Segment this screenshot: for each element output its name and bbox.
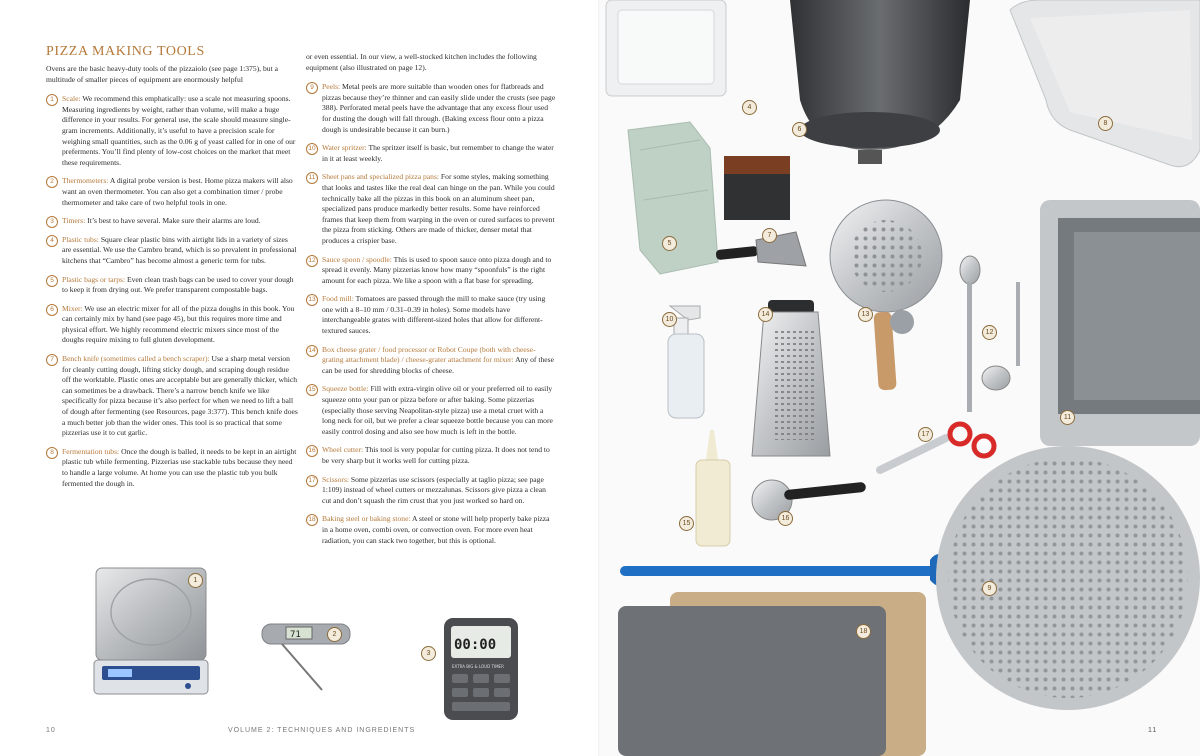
food-mill <box>830 200 942 391</box>
thermometer-photo <box>256 618 356 694</box>
tool-entry <box>306 475 556 507</box>
plastic-bag <box>628 122 718 274</box>
callout-13: 13 <box>858 307 873 322</box>
entry-term: Wheel cutter: <box>322 445 364 455</box>
entry-term: Peels: <box>322 82 341 92</box>
entry-number-badge: 12 <box>306 255 318 267</box>
timer-brand-label: EXTRA BIG & LOUD TIMER <box>452 664 504 669</box>
callout-10: 10 <box>662 312 677 327</box>
entry-number-badge: 9 <box>306 82 318 94</box>
entry-description: Tomatoes are passed through the mill to make sauce (try using one with a 8–10 mm / 0.31–0.39 in holes). Some models have interchangeable grates with different-sized holes that allow for different-textured sauces. <box>322 294 546 336</box>
callout-14: 14 <box>758 307 773 322</box>
callout-18: 18 <box>856 624 871 639</box>
mixer <box>790 0 970 164</box>
tool-entry <box>306 445 556 466</box>
entry-number-badge: 16 <box>306 445 318 457</box>
page-number-left: 10 <box>46 727 56 734</box>
entry-number-badge: 2 <box>46 176 58 188</box>
wheel-cutter <box>752 480 866 520</box>
entry-number-badge: 7 <box>46 354 58 366</box>
entry-number-badge: 18 <box>306 514 318 526</box>
entry-number-badge: 8 <box>46 447 58 459</box>
entry-description: A steel or stone will help properly bake pizza in a home oven, combi oven, or convection oven. For more even heat radiation, you can stack two together, but this is optional. <box>322 514 550 545</box>
entry-term: Box cheese grater / food processor or Robot Coupe (both with cheese-grating attachment blade) / cheese-grater attachment for mixer: <box>322 344 536 365</box>
tool-entry <box>46 235 298 267</box>
callout-16: 16 <box>778 511 793 526</box>
entry-number-badge: 6 <box>46 304 58 316</box>
fermentation-tub <box>1010 0 1200 167</box>
entry-description: For some styles, making something that looks and tastes like the real deal can hinge on the pan. While you could technically bake all the pizzas in this book on an aluminum sheet pan, specialized pans produce markedly better results. Some have reinforced frames that keep them from warping in the oven or cured surfaces to prevent the pizza from sticking. Others are made of thicker, denser metal that produces a crispier base. <box>322 172 555 245</box>
box-grater <box>752 300 830 456</box>
entry-description: Any of these can be used for shredding blocks of cheese. <box>322 355 554 375</box>
thermometer-readout: 71 <box>290 630 301 640</box>
plastic-tub <box>606 0 726 96</box>
entry-term: Sheet pans and specialized pizza pans: <box>322 172 440 182</box>
tool-entry <box>46 176 298 208</box>
timer-readout: 00:00 <box>454 637 497 653</box>
entry-description: Metal peels are more suitable than wooden ones for flatbreads and pizzas because they’re thinner and can easily slide under the crusts (see page 388). Perforated metal peels have the advantage that any excess flour used for dusting the dough will fall through. (Baking excess flour onto a pizza dough is undesirable because it can burn.) <box>322 82 556 134</box>
entry-description: We recommend this emphatically: use a scale not measuring spoons. Measuring ingredients by weight, rather than volume, will make a huge difference in your results. For general use, the scale should measure single-gram increments. Additionally, it’s useful to have a precision scale for weighing small quantities, such as the 0.06 g of yeast called for in one of our preferments. You’ll find plenty of low-cost choices on the market that meet these requirements. <box>62 94 296 167</box>
squeeze-bottle <box>696 430 730 546</box>
timer-photo <box>442 616 520 722</box>
entry-term: Bench knife (sometimes called a bench scraper): <box>62 354 210 364</box>
callout-12: 12 <box>982 325 997 340</box>
tool-entry <box>46 354 298 439</box>
tool-entry <box>46 216 298 227</box>
tool-entry <box>306 345 556 377</box>
baking-steel <box>618 606 886 756</box>
entry-term: Food mill: <box>322 294 354 304</box>
entry-number-badge: 14 <box>306 345 318 357</box>
entry-term: Timers: <box>62 216 86 226</box>
tool-entry <box>306 255 556 287</box>
tool-entry <box>306 172 556 246</box>
pizza-scissors <box>880 424 994 470</box>
entry-number-badge: 5 <box>46 275 58 287</box>
tool-entry <box>46 94 298 168</box>
entry-description: Square clear plastic bins with airtight lids in a variety of sizes are essential. We use the Cambro brand, which is so prevalent in professional kitchens that “Cambro” has become almost a generic term for tubs. <box>62 234 297 265</box>
tool-list-2 <box>306 82 556 546</box>
entry-description: Some pizzerias use scissors (especially at taglio pizza; see page 1:109) instead of wheel cutters or mezzalunas. Scissors give pizza a clean cut and don’t squash the rim crust that you just worked so hard on. <box>322 474 546 505</box>
entry-number-badge: 1 <box>46 94 58 106</box>
tool-entry <box>306 384 556 437</box>
entry-term: Scissors: <box>322 474 350 484</box>
right-page-photo <box>600 0 1200 756</box>
entry-number-badge: 3 <box>46 216 58 228</box>
entry-number-badge: 13 <box>306 294 318 306</box>
callout-3: 3 <box>421 646 436 661</box>
callout-1: 1 <box>188 573 203 588</box>
entry-description: Use a sharp metal version for cleanly cutting dough, lifting sticky dough, and scraping dough residue off the worktable. Plastic ones are acceptable but are generally thicker, which can sometimes be a drawback. There’s a narrow bench knife we like specifically for pizza because it’s also perfect for when we need to lift a ball of dough after fermenting (see Resources, page 3:377). This bench knife does a much better job than the wider ones. This tool is so practical that some pizzerias use it to cut garlic. <box>62 354 298 438</box>
running-head: VOLUME 2: TECHNIQUES AND INGREDIENTS <box>228 727 416 734</box>
entry-term: Squeeze bottle: <box>322 384 369 394</box>
entry-term: Fermentation tubs: <box>62 446 120 456</box>
sheet-pan <box>1040 200 1200 446</box>
text-column-1 <box>46 64 298 497</box>
callout-9: 9 <box>982 581 997 596</box>
callout-6: 6 <box>792 122 807 137</box>
entry-description: We use an electric mixer for all of the pizza doughs in this book. You can certainly mix by hand (see page 45), but this requires more time and physical effort. We highly recommend electric mixers since most of the doughs require mixing to full gluten development. <box>62 303 295 345</box>
entry-description: Even clean trash bags can be used to cover your dough to keep it from drying out. We prefer transparent compostable bags. <box>62 274 294 295</box>
tool-entry <box>306 294 556 336</box>
entry-term: Water spritzer: <box>322 143 367 153</box>
callout-15: 15 <box>679 516 694 531</box>
bench-knife <box>724 156 790 220</box>
tool-entry <box>46 304 298 346</box>
tool-entry <box>306 514 556 546</box>
entry-description: Fill with extra-virgin olive oil or your preferred oil to easily squeeze onto your pan or pizza before or after baking. Some pizzerias (especially those serving Neapolitan-style pizza) use a metal cruet with a long neck for oil, but we prefer a clear squeeze bottle because you can more easily control dosing and also see how much is left in the bottle. <box>322 384 553 436</box>
entry-number-badge: 4 <box>46 235 58 247</box>
entry-term: Scale: <box>62 94 81 104</box>
entry-description: Once the dough is balled, it needs to be kept in an airtight plastic tub while fermenting. Pizzerias use stackable tubs because they need to handle a large volume. At home you can use the plastic tub you bulk fermented the dough in. <box>62 446 297 488</box>
callout-11: 11 <box>1060 410 1075 425</box>
tool-entry <box>306 82 556 135</box>
entry-term: Plastic bags or tarps: <box>62 274 126 284</box>
entry-description: The spritzer itself is basic, but remember to change the water in it at least weekly. <box>322 143 554 163</box>
page-number-right: 11 <box>1148 727 1158 734</box>
intro-continuation: or even essential. In our view, a well-stocked kitchen includes the following equipment (also illustrated on page 12). <box>306 52 537 72</box>
callout-7: 7 <box>762 228 777 243</box>
callout-8: 8 <box>1098 116 1113 131</box>
entry-number-badge: 15 <box>306 384 318 396</box>
tool-list-1 <box>46 94 298 489</box>
entry-description: This is used to spoon sauce onto pizza dough and to spread it evenly. Many pizzerias know how many “spoonfuls” is the right amount for each pizza. We like a spoon with a flat base for spreading. <box>322 254 552 285</box>
text-column-2 <box>306 52 556 554</box>
page-title: PIZZA MAKING TOOLS <box>46 44 205 59</box>
putty-scraper <box>716 232 806 266</box>
entry-term: Baking steel or baking stone: <box>322 514 411 524</box>
callout-4: 4 <box>742 100 757 115</box>
entry-number-badge: 10 <box>306 143 318 155</box>
tools-photo-collage <box>600 0 1200 756</box>
entry-term: Sauce spoon / spoodle: <box>322 254 392 264</box>
entry-term: Plastic tubs: <box>62 234 99 244</box>
callout-2: 2 <box>327 627 342 642</box>
entry-description: A digital probe version is best. Home pizza makers will also want an oven thermometer. You can also get a combination timer / probe thermometer and take care of two helpful tools in one. <box>62 176 293 207</box>
entry-number-badge: 11 <box>306 172 318 184</box>
entry-description: This tool is very popular for cutting pizza. It does not tend to be very sharp but it works well for cutting pizza. <box>322 445 550 465</box>
callout-5: 5 <box>662 236 677 251</box>
entry-number-badge: 17 <box>306 475 318 487</box>
entry-term: Thermometers: <box>62 176 109 186</box>
intro-paragraph: Ovens are the basic heavy-duty tools of the pizzaiolo (see page 1:375), but a multitude of smaller pieces of equipment are enormously helpful <box>46 64 278 84</box>
entry-description: It’s best to have several. Make sure their alarms are loud. <box>85 216 261 226</box>
callout-17: 17 <box>918 427 933 442</box>
tool-entry <box>46 275 298 296</box>
tool-entry <box>46 447 298 489</box>
entry-term: Mixer: <box>62 303 83 313</box>
tool-entry <box>306 143 556 164</box>
